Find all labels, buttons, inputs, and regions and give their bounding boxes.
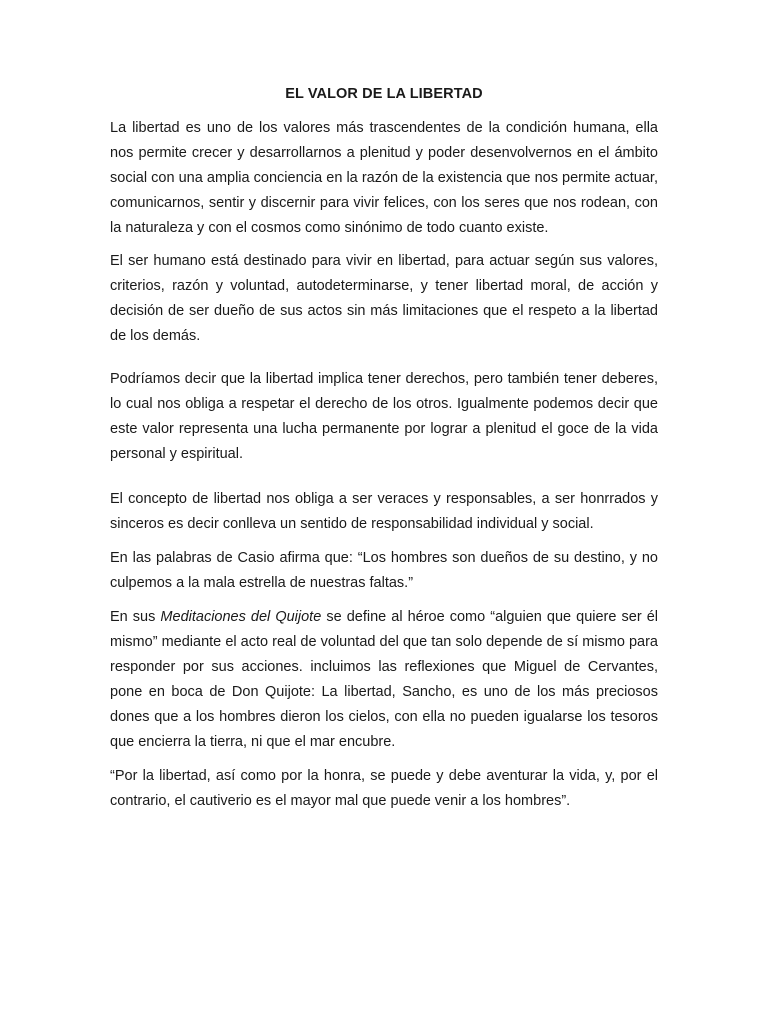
document-title: EL VALOR DE LA LIBERTAD xyxy=(285,86,483,102)
book-title-italic: Meditaciones del Quijote xyxy=(160,609,322,625)
paragraph-1: La libertad es uno de los valores más trascendentes de la condición humana, ella nos permite crecer y desarrollarnos a plenitud y poder desenvolvernos en el ámbito social con una amplia conciencia en la razón de la existencia que nos permite actuar, comunicarnos, sentir y discernir para vivir felices, con los seres que nos rodean, con la naturaleza y con el cosmos como sinónimo de todo cuanto existe. xyxy=(110,120,658,236)
paragraph-6 xyxy=(110,605,658,755)
document-page xyxy=(110,84,658,814)
paragraph-3: Podríamos decir que la libertad implica tener derechos, pero también tener deberes, lo cual nos obliga a respetar el derecho de los otros. Igualmente podemos decir que este valor representa una lucha permanente por lograr a plenitud el goce de la vida personal y espiritual. xyxy=(110,371,658,462)
paragraph-6-body: se define al héroe como “alguien que quiere ser él mismo” mediante el acto real de voluntad del que tan solo depende de sí mismo para responder por sus acciones. incluimos las reflexiones que Miguel de Cervantes, pone en boca de Don Quijote: La libertad, Sancho, es uno de los más preciosos dones que a los hombres dieron los cielos, con ella no pueden igualarse los tesoros que encierra la tierra, ni que el mar encubre. xyxy=(110,609,658,750)
paragraph-7: “Por la libertad, así como por la honra, se puede y debe aventurar la vida, y, por el contrario, el cautiverio es el mayor mal que puede venir a los hombres”. xyxy=(110,768,658,809)
paragraph-6-intro: En sus xyxy=(110,609,161,625)
paragraph-4: El concepto de libertad nos obliga a ser veraces y responsables, a ser honrrados y sinceros es decir conlleva un sentido de responsabilidad individual y social. xyxy=(110,491,658,532)
paragraph-2: El ser humano está destinado para vivir en libertad, para actuar según sus valores, criterios, razón y voluntad, autodeterminarse, y tener libertad moral, de acción y decisión de ser dueño de sus actos sin más limitaciones que el respeto a la libertad de los demás. xyxy=(110,253,658,344)
paragraph-5: En las palabras de Casio afirma que: “Los hombres son dueños de su destino, y no culpemos a la mala estrella de nuestras faltas.” xyxy=(110,550,658,591)
